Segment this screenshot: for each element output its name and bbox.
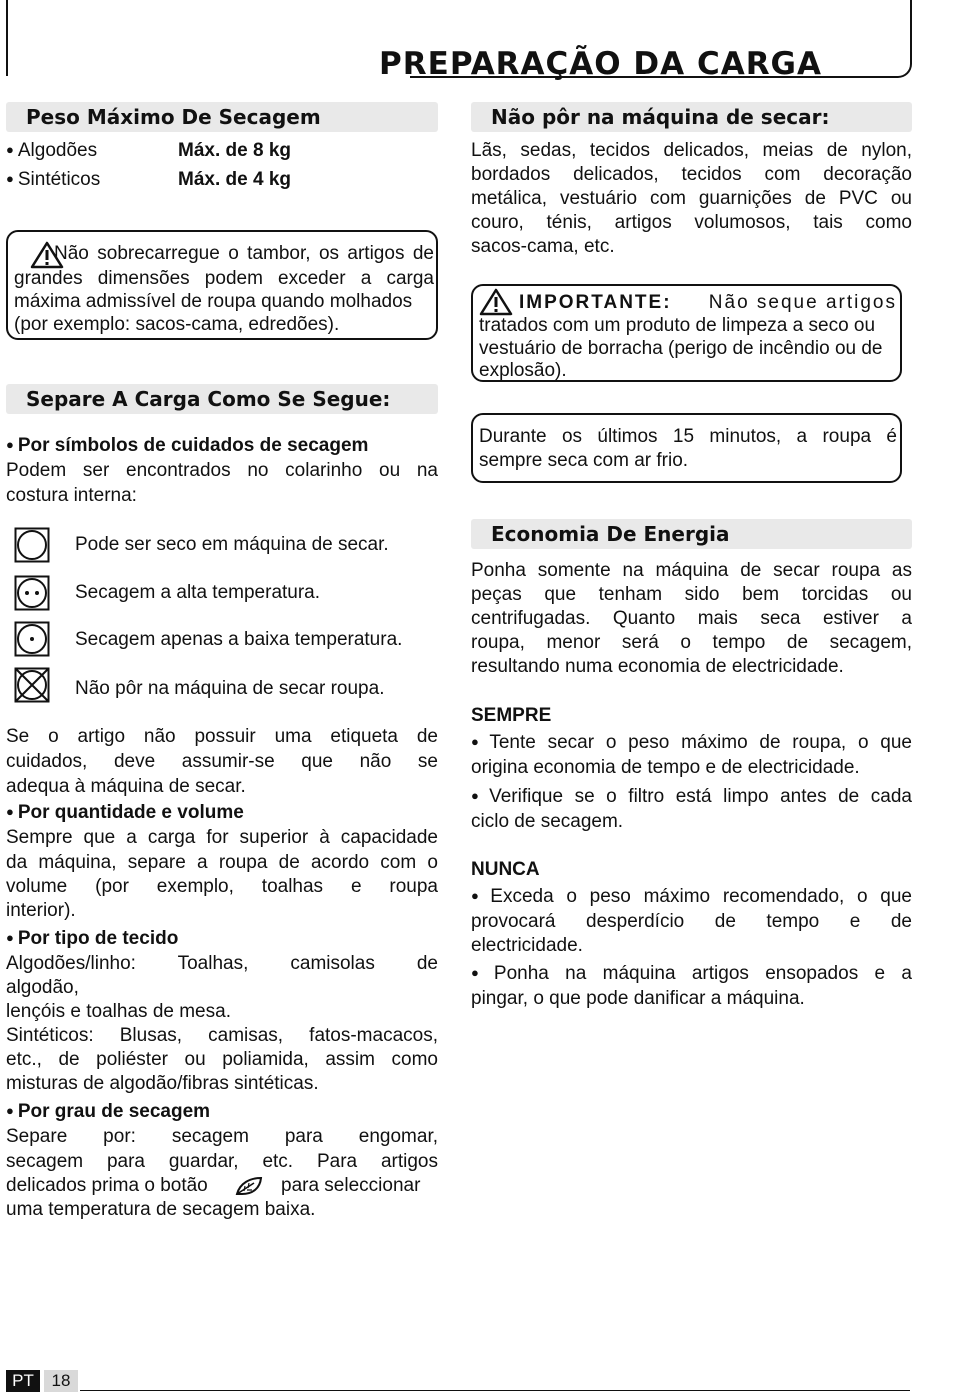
- sempre-bullet: [471, 731, 912, 757]
- importante-label: IMPORTANTE:: [519, 292, 672, 313]
- quantidade-title: ● Por quantidade e volume: [6, 801, 244, 827]
- nao-por-heading: Não pôr na máquina de secar:: [471, 102, 912, 132]
- importante-text: explosão).: [479, 360, 567, 381]
- quantidade-text: Sempre que a carga for superior à capacidade: [6, 827, 438, 848]
- grau-text: Separe por: secagem para engomar,: [6, 1126, 438, 1147]
- delicate-leaf-icon: [234, 1175, 264, 1197]
- symbol-label: Não pôr na máquina de secar roupa.: [75, 678, 385, 699]
- nunca-bullet: [471, 885, 912, 911]
- nunca-bullet-text: electricidade.: [471, 935, 583, 956]
- symbol-label: Pode ser seco em máquina de secar.: [75, 534, 389, 555]
- tecido-text: Algodões/linho: Toalhas, camisolas de: [6, 953, 438, 974]
- peso-item-label: ● Algodões: [6, 139, 97, 165]
- etiqueta-text: adequa à máquina de secar.: [6, 776, 246, 797]
- sempre-bullet-text: origina economia de tempo e de electricidade.: [471, 757, 860, 778]
- quantidade-text: da máquina, separe a roupa de acordo com o: [6, 852, 438, 873]
- language-badge: PT: [6, 1370, 40, 1392]
- tecido-text: algodão,: [6, 977, 79, 998]
- do-not-tumble-dry-icon: [14, 667, 50, 703]
- nao-por-text: metálica, vestuário com guarnições de PVC ou: [471, 188, 912, 209]
- tumble-dry-low-icon: [14, 621, 50, 657]
- sempre-bullet-text: ciclo de secagem.: [471, 811, 624, 832]
- symbol-label: Secagem apenas a baixa temperatura.: [75, 629, 403, 650]
- durante-text: sempre seca com ar frio.: [479, 450, 689, 471]
- quantidade-text: volume (por exemplo, toalhas e roupa: [6, 876, 438, 897]
- durante-text: Durante os últimos 15 minutos, a roupa é: [479, 426, 897, 447]
- peso-item-label: ● Sintéticos: [6, 168, 100, 194]
- tumble-dry-high-icon: [14, 575, 50, 611]
- grau-text: secagem para guardar, etc. Para artigos: [6, 1151, 438, 1172]
- page-number: 18: [44, 1370, 78, 1392]
- symbol-label: Secagem a alta temperatura.: [75, 582, 321, 603]
- economia-text: centrifugadas. Quanto mais seca estiver a: [471, 608, 912, 629]
- tumble-dry-icon: [14, 527, 50, 563]
- importante-text: Não seque artigos: [708, 292, 897, 313]
- separe-heading: Separe A Carga Como Se Segue:: [6, 384, 438, 414]
- sempre-title: SEMPRE: [471, 705, 552, 726]
- sempre-bullet-text: Verifique se o filtro está limpo antes de cada: [489, 786, 912, 807]
- nao-por-text: bordados delicados, tecidos com decoração: [471, 164, 912, 185]
- warning-triangle-icon: [479, 288, 513, 316]
- nunca-bullet-text: pingar, o que pode danificar a máquina.: [471, 988, 805, 1009]
- durante-box: [471, 413, 902, 483]
- simbolos-text: costura interna:: [6, 485, 137, 506]
- economia-heading: Economia De Energia: [471, 519, 912, 549]
- nao-por-text: Lãs, sedas, tecidos delicados, meias de nylon,: [471, 140, 912, 161]
- tecido-title: ● Por tipo de tecido: [6, 927, 178, 953]
- warning-line-1: [14, 242, 434, 267]
- nunca-title: NUNCA: [471, 859, 540, 880]
- page-title: PREPARAÇÃO DA CARGA: [379, 46, 822, 82]
- tecido-text: etc., de poliéster ou poliamida, assim como: [6, 1049, 438, 1070]
- footer-rule: [80, 1390, 910, 1391]
- nao-por-text: couro, ténis, artigos volumosos, tais como: [471, 212, 912, 233]
- tecido-text: Sintéticos: Blusas, camisas, fatos-macacos,: [6, 1025, 438, 1046]
- economia-text: peças que tenham sido bem torcidas ou: [471, 584, 912, 605]
- importante-text: vestuário de borracha (perigo de incêndio ou de: [479, 338, 883, 359]
- peso-heading: Peso Máximo De Secagem: [6, 102, 438, 132]
- importante-text: tratados com um produto de limpeza a seco ou: [479, 315, 876, 336]
- grau-title: ● Por grau de secagem: [6, 1100, 210, 1126]
- nunca-bullet: [471, 962, 912, 988]
- grau-text: para seleccionar: [281, 1175, 421, 1196]
- etiqueta-text: cuidados, deve assumir-se que não se: [6, 751, 438, 772]
- simbolos-title: ● Por símbolos de cuidados de secagem: [6, 434, 368, 460]
- sempre-bullet: [471, 785, 912, 811]
- grau-text: delicados prima o botão: [6, 1175, 208, 1196]
- nunca-bullet-text: Exceda o peso máximo recomendado, o que: [490, 886, 912, 907]
- warning-text: grandes dimensões podem exceder a carga: [14, 268, 434, 289]
- nunca-bullet-text: provocará desperdício de tempo e de: [471, 911, 912, 932]
- tecido-text: lençóis e toalhas de mesa.: [6, 1001, 231, 1022]
- warning-triangle-icon: [30, 241, 64, 269]
- etiqueta-text: Se o artigo não possuir uma etiqueta de: [6, 726, 438, 747]
- simbolos-text: Podem ser encontrados no colarinho ou na: [6, 460, 438, 481]
- sempre-bullet-text: Tente secar o peso máximo de roupa, o que: [489, 732, 912, 753]
- nunca-bullet-text: Ponha na máquina artigos ensopados e a: [493, 963, 912, 984]
- nao-por-text: sacos-cama, etc.: [471, 236, 615, 257]
- peso-item-value: Máx. de 4 kg: [178, 169, 291, 190]
- warning-text: (por exemplo: sacos-cama, edredões).: [14, 314, 340, 335]
- peso-item-value: Máx. de 8 kg: [178, 140, 291, 161]
- importante-box: [471, 284, 902, 382]
- warning-text: Não sobrecarregue o tambor, os artigos de: [54, 243, 434, 264]
- warning-text: máxima admissível de roupa quando molhados: [14, 291, 413, 312]
- tecido-text: misturas de algodão/fibras sintéticas.: [6, 1073, 319, 1094]
- overload-warning-box: [6, 230, 438, 340]
- header-frame-gap: [0, 76, 410, 82]
- economia-text: roupa, menor será o tempo de secagem,: [471, 632, 912, 653]
- grau-text: uma temperatura de secagem baixa.: [6, 1199, 316, 1220]
- economia-text: Ponha somente na máquina de secar roupa as: [471, 560, 912, 581]
- economia-text: resultando numa economia de electricidade.: [471, 656, 844, 677]
- quantidade-text: interior).: [6, 900, 76, 921]
